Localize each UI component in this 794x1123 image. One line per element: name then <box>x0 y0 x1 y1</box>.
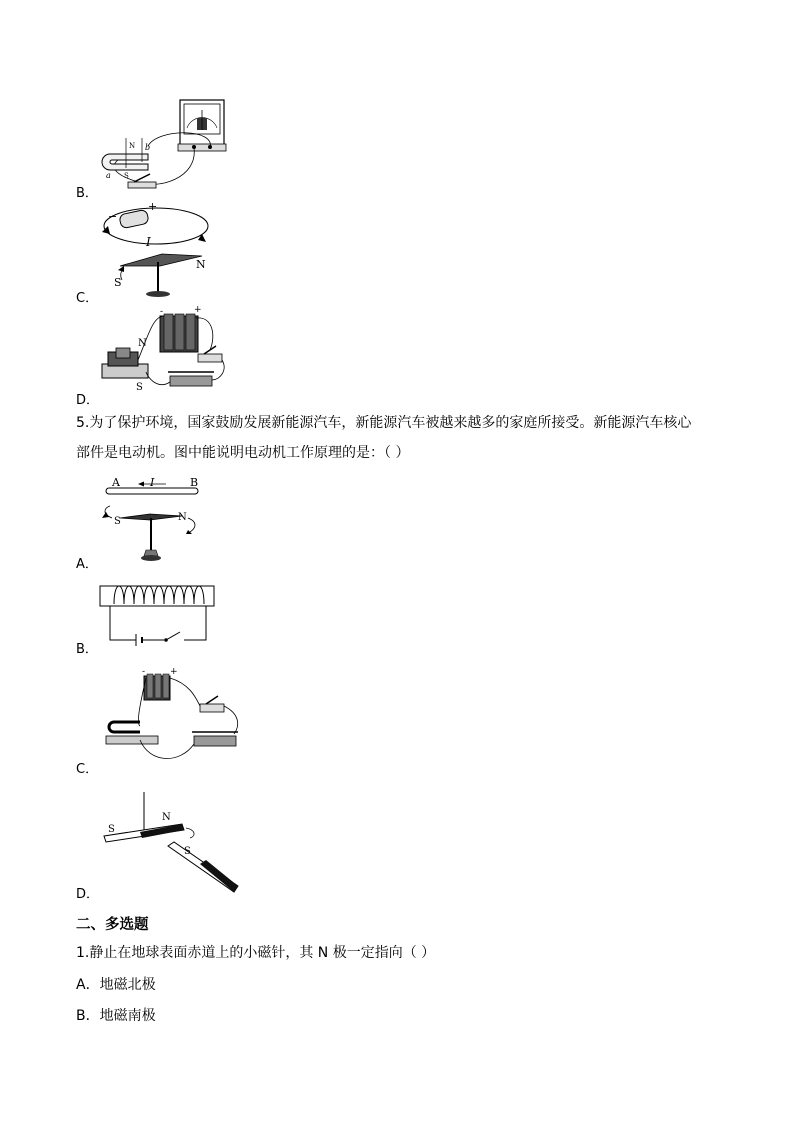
q4c-south: S <box>114 276 122 289</box>
q4c-north: N <box>196 258 206 271</box>
question-5-line-2: 部件是电动机。图中能说明电动机工作原理的是：（ ） <box>76 445 410 461</box>
section-2-title: 二、多选题 <box>76 917 149 933</box>
q5a-south: S <box>114 516 121 527</box>
q5d-south-2: S <box>184 846 191 857</box>
q4d-plus: + <box>194 306 202 315</box>
q4b-letter-a: a <box>106 171 111 180</box>
q4b-letter-s: S <box>124 172 129 180</box>
q4-option-c: C． <box>76 291 99 306</box>
section-2-option-a: A．地磁北极 <box>76 977 156 993</box>
q5c-minus: - <box>142 667 146 677</box>
q4b-figure <box>98 98 228 196</box>
q4c-plus: + <box>148 200 158 213</box>
q5b-figure <box>98 580 218 650</box>
q5-option-d: D． <box>76 887 100 902</box>
q5d-north: N <box>162 812 171 823</box>
q4-option-d: D． <box>76 393 100 408</box>
section-2-option-b: B．地磁南极 <box>76 1008 156 1024</box>
q4d-figure <box>98 306 233 398</box>
q4-option-b: B． <box>76 186 98 201</box>
q4c-current: I <box>146 235 151 249</box>
q5d-south-1: S <box>108 824 115 835</box>
q4b-letter-b: b <box>145 143 151 152</box>
q4d-south: S <box>136 382 143 393</box>
q4b-letter-n: N <box>129 142 136 150</box>
q5-option-a: A． <box>76 557 98 572</box>
q5a-figure <box>96 474 206 564</box>
question-5-line-1: 5.为了保护环境，国家鼓励发展新能源汽车，新能源汽车被越来越多的家庭所接受。新能源汽车核心 <box>76 415 692 431</box>
q5a-current: I <box>150 476 155 489</box>
q4d-north: N <box>138 338 147 349</box>
q4c-minus: − <box>108 210 118 223</box>
q4c-figure <box>98 200 228 300</box>
q5d-figure <box>100 788 240 898</box>
q4d-minus: - <box>160 307 164 317</box>
q5-option-c: C． <box>76 762 99 777</box>
q5a-end-a: A <box>112 476 120 489</box>
section-2-question-1: 1.静止在地球表面赤道上的小磁针，其 N 极一定指向（ ） <box>76 945 436 961</box>
q5c-plus: + <box>170 667 178 677</box>
q5-option-b: B． <box>76 642 98 657</box>
q5c-figure <box>100 664 245 768</box>
q5a-end-b: B <box>190 476 199 489</box>
q5a-north: N <box>178 512 187 523</box>
